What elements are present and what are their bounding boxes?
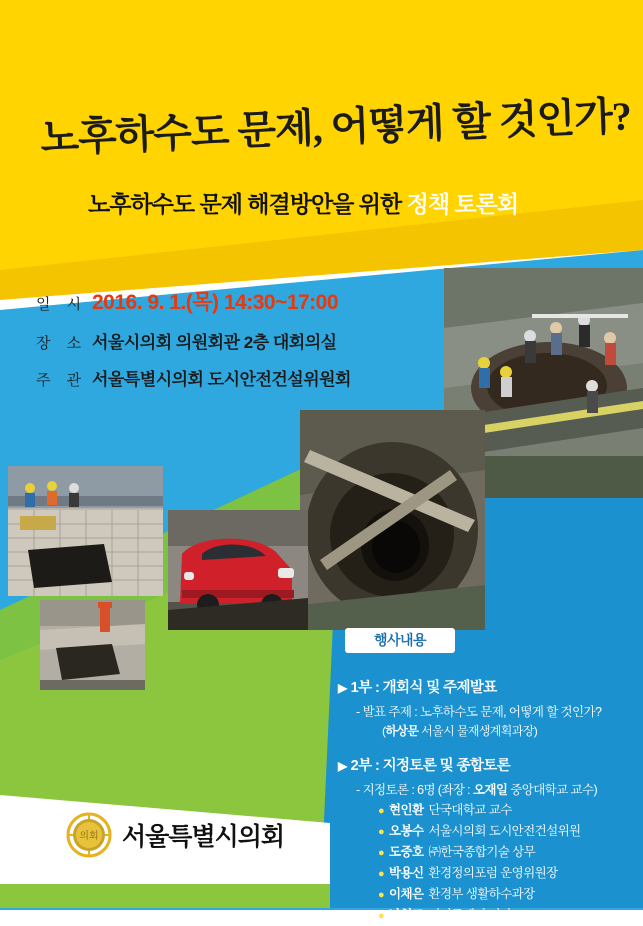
- program-part2-moderator-pre: 지정토론 : 6명 (좌장 :: [362, 783, 473, 797]
- panelist-affiliation: 머니투데이 기자: [428, 908, 512, 922]
- panelist-affiliation: 서울시의회 도시안전건설위원: [428, 824, 581, 838]
- info-row-host: [36, 365, 456, 390]
- triangle-icon: ▶: [338, 681, 347, 695]
- bullet-dot-icon: ●: [378, 910, 385, 922]
- triangle-icon-2: ▶: [338, 759, 347, 773]
- page-title: 노후하수도 문제, 어떻게 할 것인가?: [39, 93, 632, 161]
- info-value-place: 서울시의회 의원회관 2층 대회의실: [92, 333, 337, 352]
- program-part2-heading: [338, 754, 638, 775]
- photo-ground-subsidence: [40, 600, 145, 690]
- list-item: [378, 800, 638, 818]
- bullet-dot-icon: ●: [378, 889, 385, 901]
- info-value-date: 2016. 9. 1.(목) 14:30~17:00: [92, 291, 339, 314]
- info-label-host: 주 관: [36, 372, 88, 389]
- program-part2-moderator-post: 중앙대학교 교수): [507, 783, 598, 797]
- panelist-affiliation: 환경정의포럼 운영위원장: [428, 866, 558, 880]
- program-content: [338, 676, 638, 926]
- list-item: [378, 905, 638, 923]
- photo-sewer-pipe-excavation: [300, 410, 485, 630]
- list-item: [378, 842, 638, 860]
- list-item: [378, 884, 638, 902]
- panelist-affiliation: ㈜한국종합기술 상무: [428, 845, 536, 859]
- list-item: [378, 821, 638, 839]
- footer-logo-text: 서울특별시의회: [122, 823, 285, 851]
- program-part1-subject: [356, 702, 638, 720]
- bullet-dot-icon: ●: [378, 805, 385, 817]
- panelist-affiliation: 단국대학교 교수: [428, 803, 512, 817]
- panelist-affiliation: 환경부 생활하수과장: [428, 887, 535, 901]
- program-part1-speaker: (하상문 서울시 물재생계획과장): [382, 724, 538, 738]
- list-item: [378, 863, 638, 881]
- program-part2-heading-text: 2부 : 지정토론 및 종합토론: [350, 758, 511, 774]
- info-label-place: 장 소: [36, 335, 88, 352]
- program-part1-heading-text: 1부 : 개회식 및 주제발표: [350, 680, 497, 696]
- subtitle-accent: 정책 토론회: [406, 191, 519, 217]
- footer-logo: [66, 812, 284, 858]
- dash-icon-2: -: [356, 783, 360, 797]
- event-info: [36, 286, 456, 402]
- bullet-dot-icon: ●: [378, 868, 385, 880]
- program-part1-heading: [338, 676, 638, 697]
- photo-car-in-sinkhole: [168, 510, 308, 630]
- svg-text:의회: 의회: [79, 831, 99, 842]
- program-part1-subject-text: 발표 주제 : 노후하수도 문제, 어떻게 할 것인가?: [362, 705, 602, 719]
- program-part2-moderator-name: 오재일: [472, 783, 508, 797]
- photo-sidewalk-collapse: [8, 466, 163, 596]
- panelist-name: 현인환: [389, 803, 424, 817]
- panelist-name: 남형도: [389, 908, 424, 922]
- info-value-host: 서울특별시의회 도시안전건설위원회: [92, 370, 351, 389]
- program-part1-speaker-name: 하상문: [385, 724, 419, 738]
- program-tab-label: 행사내용: [345, 628, 455, 653]
- panelist-name: 도중호: [389, 845, 424, 859]
- program-part1-speaker-affiliation: 서울시 물재생계획과장: [418, 724, 534, 738]
- dash-icon: -: [356, 705, 360, 719]
- subtitle: [88, 186, 518, 219]
- panelist-name: 박용신: [389, 866, 424, 880]
- bullet-dot-icon: ●: [378, 826, 385, 838]
- info-row-date: [36, 286, 456, 316]
- panelist-name: 오봉수: [389, 824, 424, 838]
- seoul-council-emblem-icon: [66, 812, 112, 858]
- bullet-dot-icon: ●: [378, 847, 385, 859]
- program-part2-moderator: [356, 780, 638, 798]
- info-label-date: 일 시: [36, 296, 88, 313]
- info-row-place: [36, 328, 456, 353]
- subtitle-main: 노후하수도 문제 해결방안을 위한: [88, 191, 407, 217]
- panelist-name: 이채은: [389, 887, 424, 901]
